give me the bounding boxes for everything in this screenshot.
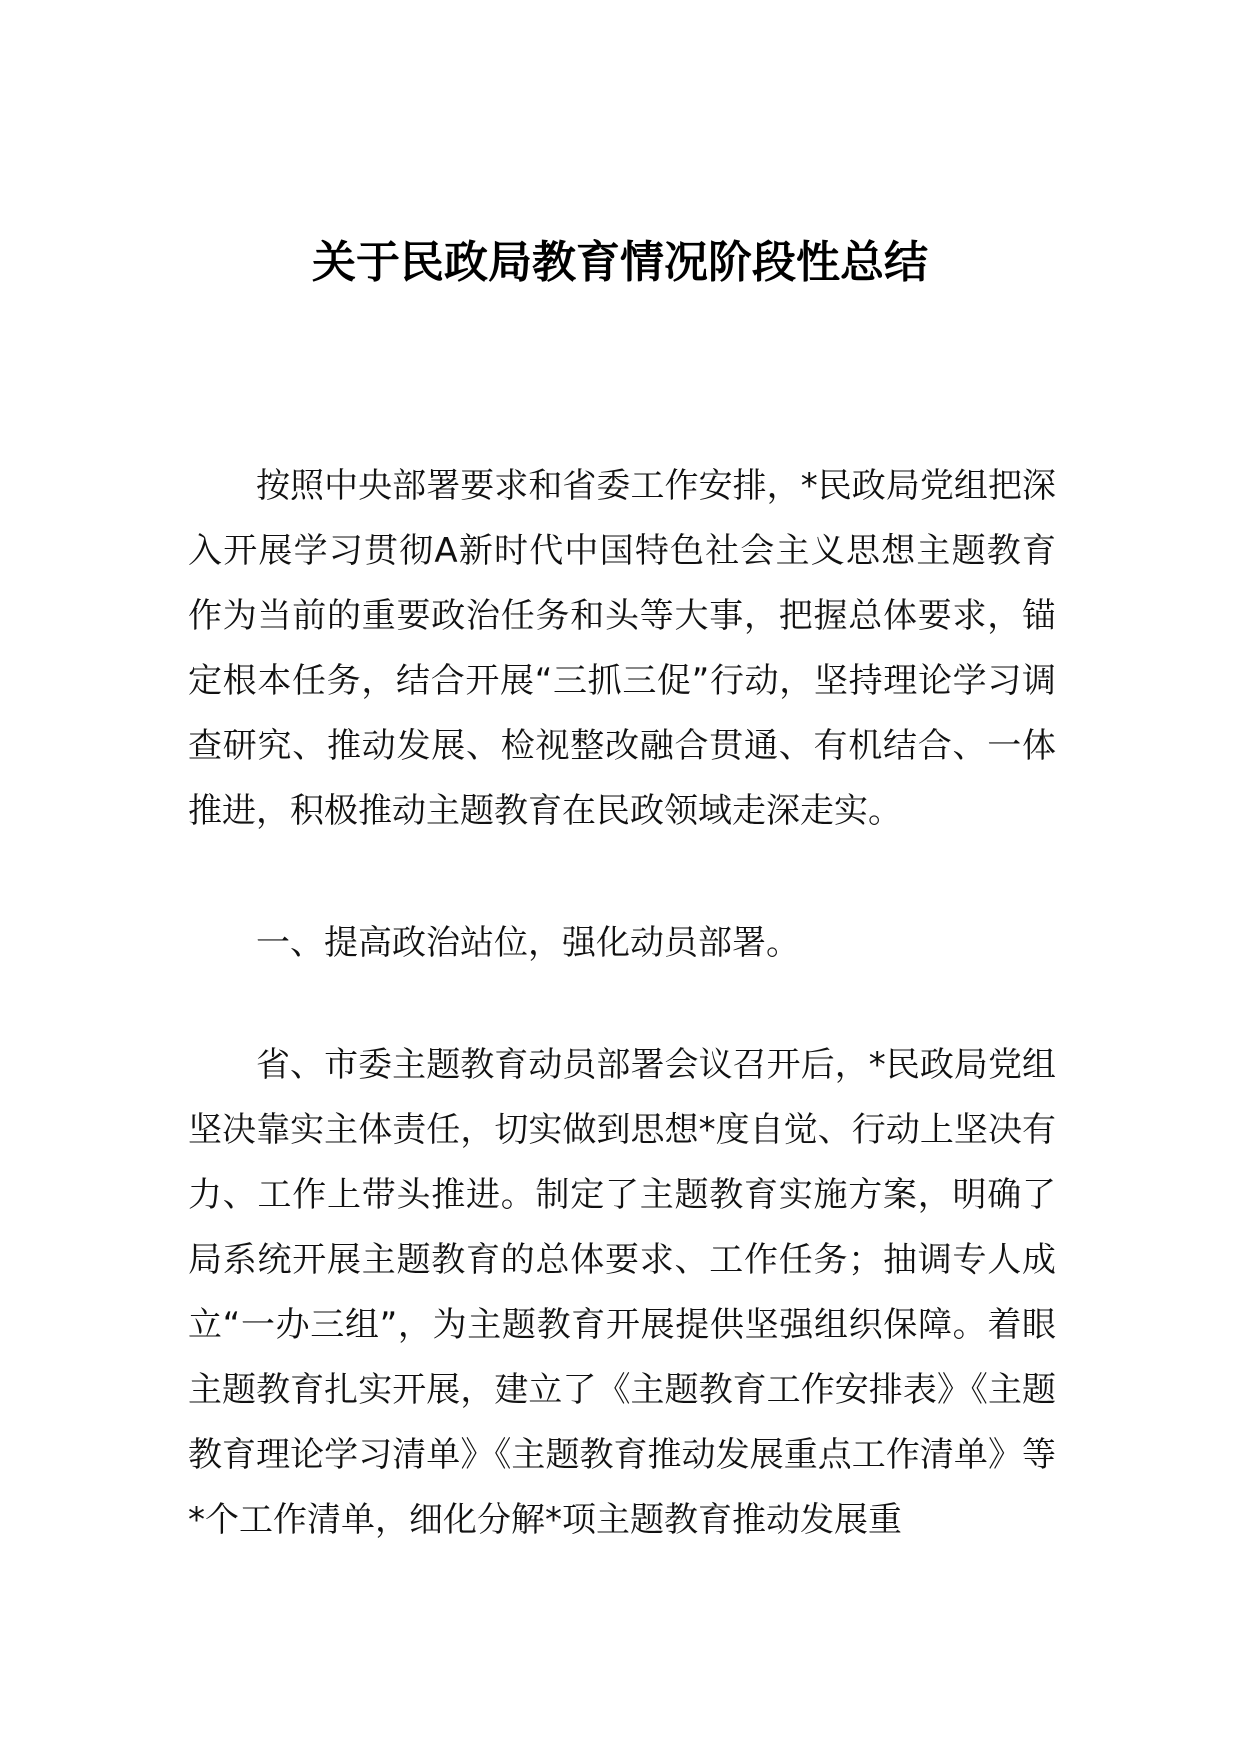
intro-paragraph: 按照中央部署要求和省委工作安排，*民政局党组把深入开展学习贯彻A新时代中国特色社会主义思想主题教育作为当前的重要政治任务和头等大事，把握总体要求，锚定根本任务，结合开展“三抓三促”行动，坚持理论学习调查研究、推动发展、检视整改融合贯通、有机结合、一体推进，积极推动主题教育在民政领域走深走实。 [188, 466, 1056, 831]
section-heading-1: 一、提高政治站位，强化动员部署。 [256, 923, 800, 963]
section-1-paragraph: 省、市委主题教育动员部署会议召开后，*民政局党组坚决靠实主体责任，切实做到思想*度自觉、行动上坚决有力、工作上带头推进。制定了主题教育实施方案，明确了局系统开展主题教育的总体要求、工作任务；抽调专人成立“一办三组”，为主题教育开展提供坚强组织保障。着眼主题教育扎实开展，建立了《主题教育工作安排表》《主题教育理论学习清单》《主题教育推动发展重点工作清单》等*个工作清单，细化分解*项主题教育推动发展重 [188, 1045, 1056, 1540]
document-title: 关于民政局教育情况阶段性总结 [312, 237, 928, 289]
